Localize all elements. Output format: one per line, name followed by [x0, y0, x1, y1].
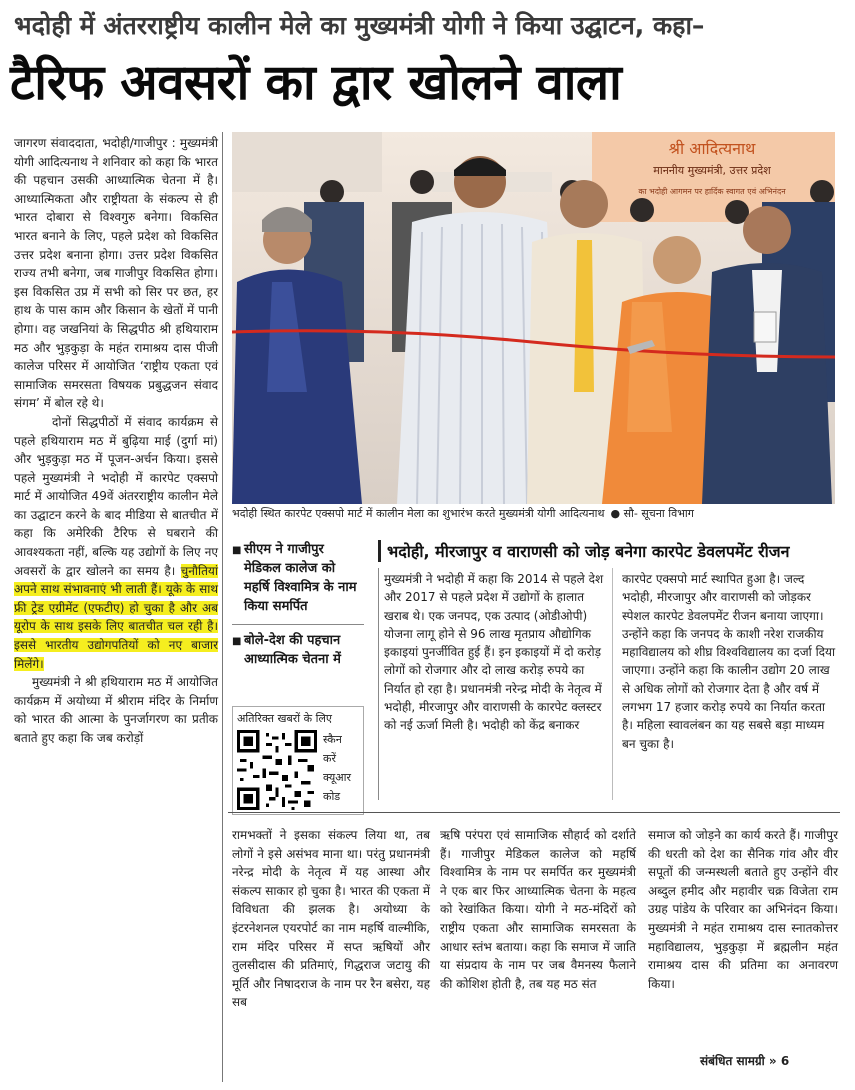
left-column-top — [14, 134, 218, 748]
highlight-item — [232, 631, 364, 675]
left-paragraph-2 — [14, 413, 218, 673]
related-content-link[interactable]: संबंधित सामग्री » 6 — [700, 1054, 790, 1068]
qr-line-3: क्यूआर — [323, 771, 352, 784]
section-divider — [228, 812, 840, 813]
main-headline: टैरिफ अवसरों का द्वार खोलने वाला — [10, 54, 622, 111]
kicker-headline: भदोही में अंतरराष्ट्रीय कालीन मेले का मुख्यमंत्री योगी ने किया उद्घाटन, कहा– — [14, 11, 705, 40]
left-paragraph-3: मुख्यमंत्री ने श्री हथियाराम मठ में आयोजित कार्यक्रम में अयोध्या में श्रीराम मंदिर के निर्माण को भारत की आत्मा के पुनर्जागरण का प्रतीक बताते हुए कहा कि जब करोड़ों — [14, 675, 218, 745]
qr-line-4: कोड — [323, 790, 341, 803]
side-highlights — [232, 540, 364, 675]
ribbon-cutting-illustration — [232, 132, 835, 504]
left-paragraph-2-text: दोनों सिद्धपीठों में संवाद कार्यक्रम से पहले हथियाराम मठ में बुढ़िया माई (दुर्गा मां) और भुड़कुड़ा मठ में पूजन-अर्चन किया। इससे पहले मुख्यमंत्री ने भदोही में कारपेट एक्सपो मार्ट में आयोजित 49वें अंतरराष्ट्रीय कालीन मेले का उद्घाटन करने के बाद मीडिया से बातचीत में कहा कि अमेरिकी टैरिफ से घबराने की आवश्यकता नहीं, बल्कि यह उद्योगों के लिए नए अवसरों के द्वार खोलने का समय है। — [14, 414, 218, 578]
highlight-separator — [232, 624, 364, 625]
column-divider — [222, 132, 223, 1082]
qr-instructions — [317, 730, 351, 810]
photo-credit: ● सौ- सूचना विभाग — [610, 507, 694, 520]
event-photo — [232, 132, 835, 504]
left-paragraph-1: जागरण संवाददाता, भदोही/गाजीपुर : मुख्यमंत्री योगी आदित्यनाथ ने शनिवार को कहा कि भारत की पहचान उसकी आध्यात्मिक चेतना में है। आध्यात्मिकता और राष्ट्रीयता के संकल्प से ही भारत दोबारा से विश्वगुरु बनेगा। विकसित भारत बनाने के लिए, पहले प्रदेश को विकसित उत्तर प्रदेश बनाना होगा। उत्तर प्रदेश विकसित राज्य तभी बनेगा, जब गाजीपुर विकसित होगा। इस विकसित उप्र में सभी को सिर पर छत, हर हाथ के पास काम और किसान के खेतों में पानी होगा। वह जखनियां के सिद्धपीठ श्री हथियाराम मठ और भुड़कुड़ा के महंत रामाश्रय दास पीजी कालेज परिसर में आयोजित ‘राष्ट्रीय एकता एवं सामाजिक समरसता विषयक प्रबुद्धजन संवाद संगम’ में बोल रहे थे। — [14, 136, 218, 411]
bullet-icon: ■ — [232, 636, 242, 647]
sub-story-column-rule — [612, 568, 613, 800]
qr-title: अतिरिक्त खबरों के लिए — [237, 712, 332, 725]
banner-line-1: माननीय मुख्यमंत्री, उत्तर प्रदेश — [653, 164, 771, 177]
qr-box — [232, 706, 364, 815]
banner-top-text: श्री आदित्यनाथ — [668, 139, 756, 158]
sub-story-column-2: कारपेट एक्सपो मार्ट स्थापित हुआ है। जल्द भदोही, मीरजापुर और वाराणसी को जोड़कर स्पेशल कारपेट डेवलपमेंट रीजन बनाया जाएगा। उन्होंने कहा कि जनपद के काशी नरेश राजकीय महाविद्यालय को शीघ्र विश्वविद्यालय का दर्जा दिया जाएगा। उन्होंने कहा कि कालीन उद्योग 20 लाख से अधिक लोगों को रोजगार देता है और वर्ष में लगभग 17 हजार करोड़ रुपये का निर्यात करता है। महिला स्वावलंबन का यह सबसे बड़ा माध्यम बन चुका है। — [622, 572, 836, 751]
bullet-icon: ■ — [232, 545, 242, 556]
sub-story-rule — [378, 568, 379, 800]
photo-caption — [232, 506, 835, 521]
bottom-column-2: ऋषि परंपरा एवं सामाजिक सौहार्द को दर्शाते हैं। गाजीपुर मेडिकल कालेज को महर्षि विश्वामित्र के नाम पर समर्पित कर मुख्यमंत्री ने एक बार फिर आध्यात्मिक चेतना के महत्व को रेखांकित किया। योगी ने मठ-मंदिरों को राष्ट्रीय एकता और सामाजिक समरसता के आधार स्तंभ बताया। कहा कि समाज में जाति या संप्रदाय के नाम पर जब वैमनस्य फैलाने की कोशिश होती है, तब यह मठ संत — [440, 828, 636, 991]
highlight-item — [232, 540, 364, 622]
qr-code-icon[interactable] — [237, 730, 317, 810]
highlighted-text: चुनौतियां अपने साथ संभावनाएं भी लाती हैं। यूके के साथ फ्री ट्रेड एग्रीमेंट (एफटीए) हो चुका है और अब यूरोप के साथ इसके लिए बातचीत चल रही है। इससे भारतीय उद्योगपतियों को नए बाजार मिलेंगे। — [14, 563, 218, 671]
caption-text: भदोही स्थित कारपेट एक्सपो मार्ट में कालीन मेला का शुभारंभ करते मुख्यमंत्री योगी आदित्यनाथ — [232, 507, 605, 520]
highlight-text-2: बोले-देश की पहचान आध्यात्मिक चेतना में — [244, 633, 341, 667]
bottom-column-3: समाज को जोड़ने का कार्य करते हैं। गाजीपुर की धरती को देश का सैनिक गांव और वीर सपूतों की जन्मस्थली बताते हुए उन्होंने वीर अब्दुल हमीद और महावीर चक्र विजेता राम उग्रह पांडेय के परिवार का अभिनंदन किया। मुख्यमंत्री ने महंत रामाश्रय दास स्नातकोत्तर महाविद्यालय, भुड़कुड़ा में ब्रह्मलीन महंत रामाश्रय दास की प्रतिमा का अनावरण किया। — [648, 828, 838, 991]
qr-line-2: करें — [323, 752, 336, 765]
highlight-text-1: सीएम ने गाजीपुर मेडिकल कालेज को महर्षि विश्वामित्र के नाम किया समर्पित — [244, 542, 357, 614]
bottom-column-1: रामभक्तों ने इसका संकल्प लिया था, तब लोगों ने इसे असंभव माना था। परंतु प्रधानमंत्री नरेन्द्र मोदी के नेतृत्व में यह आस्था और संकल्प साकार हो चुका है। भारत की एकता में विविधता की झलक है। अयोध्या के इंटरनेशनल एयरपोर्ट का नाम महर्षि वाल्मीकि, राम मंदिर परिसर में सप्त ऋषियों और तुलसीदास की प्रतिमाएं, गिद्धराज जटायु की मूर्ति और निषादराज के नाम पर रैन बसेरा, यह सब — [232, 828, 430, 1010]
sub-story-heading: भदोही, मीरजापुर व वाराणसी को जोड़ बनेगा कारपेट डेवलपमेंट रीजन — [378, 540, 840, 562]
sub-story-column-1: मुख्यमंत्री ने भदोही में कहा कि 2014 से पहले देश और 2017 से पहले प्रदेश में उद्योगों के हालात खराब थे। एक जनपद, एक उत्पाद (ओडीओपी) योजना लागू होने से 96 लाख मृतप्राय औद्योगिक इकाइयां पुनर्जीवित हुई हैं। इन इकाइयों में दो करोड़ लोगों को रोजगार और दो लाख करोड़ रुपये का निर्यात हो रहा है। प्रधानमंत्री नरेन्द्र मोदी के नेतृत्व में भदोही, मीरजापुर और वाराणसी के कारपेट क्लस्टर को नई ऊर्जा मिली है। भदोही को केंद्र बनाकर — [384, 572, 604, 733]
banner-line-2: का भदोही आगमन पर हार्दिक स्वागत एवं अभिनंदन — [638, 187, 786, 196]
qr-line-1: स्कैन — [323, 733, 342, 746]
